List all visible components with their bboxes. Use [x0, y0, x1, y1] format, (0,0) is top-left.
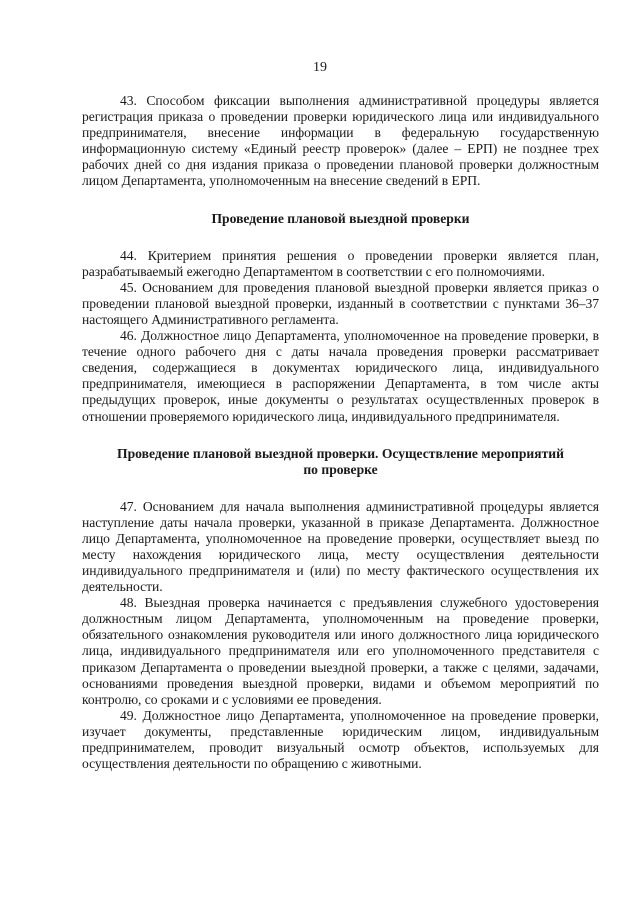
- paragraph-48: 48. Выездная проверка начинается с предъявления служебного удостоверения должностным лицом Департамента, уполномоченным на проведение проверки, обязательного ознакомления руководителя или иного должностного лица юридического лица, индивидуального предпринимателя или его уполномоченного представителя с приказом Департамента о проведении выездной проверки, а также с целями, задачами, основаниями проведения выездной проверки, видами и объемом мероприятий по контролю, со сроками и с условиями ее проведения.: [82, 595, 599, 707]
- section-heading-inspection-activities: [82, 446, 599, 478]
- paragraph-43: 43. Способом фиксации выполнения административной процедуры является регистрация приказа о проведении проверки юридического лица или индивидуального предпринимателя, внесение информации в федеральную государственную информационную систему «Единый реестр проверок» (далее – ЕРП) не позднее трех рабочих дней со дня издания приказа о проведении плановой проверки должностным лицом Департамента, уполномоченным на внесение сведений в ЕРП.: [82, 93, 599, 189]
- page-number: 19: [313, 60, 327, 75]
- document-body: [82, 93, 599, 772]
- paragraph-45: 45. Основанием для проведения плановой выездной проверки является приказ о проведении плановой выездной проверки, изданный в соответствии с пунктами 36–37 настоящего Административного регламента.: [82, 279, 599, 327]
- heading-line-1: Проведение плановой выездной проверки. Осуществление мероприятий: [117, 445, 564, 461]
- heading-line-2: по проверке: [303, 461, 378, 477]
- paragraph-47: 47. Основанием для начала выполнения административной процедуры является наступление даты начала проверки, указанной в приказе Департамента. Должностное лицо Департамента, уполномоченное на проведение проверки, осуществляет выезд по месту нахождения юридического лица, месту осуществления деятельности индивидуального предпринимателя и (или) по месту фактического осуществления их деятельности.: [82, 498, 599, 595]
- section-heading-planned-inspection: Проведение плановой выездной проверки: [211, 210, 470, 226]
- paragraph-49: 49. Должностное лицо Департамента, уполномоченное на проведение проверки, изучает документы, представленные юридическим лицом, индивидуальным предпринимателем, проводит визуальный осмотр объектов, используемых для осуществления деятельности по обращению с животными.: [82, 707, 599, 772]
- paragraph-46: 46. Должностное лицо Департамента, уполномоченное на проведение проверки, в течение одного рабочего дня с даты начала проведения проверки рассматривает сведения, содержащиеся в документах юридического лица, индивидуального предпринимателя, имеющиеся в распоряжении Департамента, в том числе акты предыдущих проверок, иные документы о результатах осуществленных проверок в отношении проверяемого юридического лица, индивидуального предпринимателя.: [82, 328, 599, 424]
- paragraph-44: 44. Критерием принятия решения о проведении проверки является план, разрабатываемый ежегодно Департаментом в соответствии с его полномочиями.: [82, 247, 599, 279]
